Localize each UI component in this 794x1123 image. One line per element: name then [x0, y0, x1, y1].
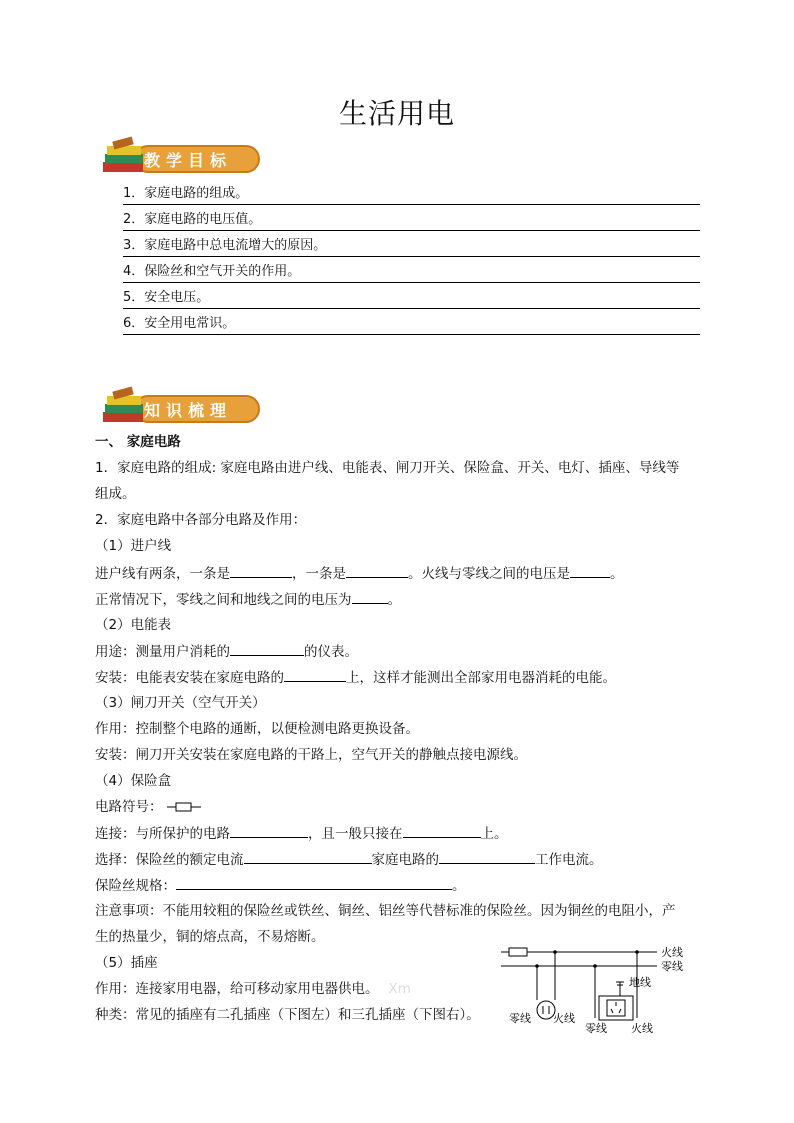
objective-item: 1．家庭电路的组成。 [123, 184, 700, 205]
fill-in-sentence: 连接：与所保护的电路 ，且一般只接在 上。 [95, 823, 508, 844]
objective-item: 3．家庭电路中总电流增大的原因。 [123, 236, 700, 257]
label-neutral: 零线 [661, 960, 683, 973]
label-right-neutral: 零线 [585, 1022, 607, 1035]
answer-blank [230, 563, 292, 578]
objective-item: 6．安全用电常识。 [123, 314, 700, 335]
fill-in-sentence: 用途：测量用户消耗的 的仪表。 [95, 641, 358, 662]
paragraph: 1．家庭电路的组成: 家庭电路由进户线、电能表、闸刀开关、保险盒、开关、电灯、插座、导线等 [95, 460, 680, 476]
fill-in-sentence: 进户线有两条，一条是 ，一条是 。火线与零线之间的电压是 。 [95, 563, 624, 584]
fuse-symbol-line: 电路符号： [95, 797, 201, 817]
page-title: 生活用电 [338, 97, 455, 130]
answer-blank [244, 849, 372, 864]
subheading: （2）电能表 [95, 617, 172, 633]
answer-blank [284, 667, 346, 682]
paragraph: 作用：连接家用电器，给可移动家用电器供电。 Xm [95, 981, 411, 997]
answer-blank [346, 563, 408, 578]
answer-blank [403, 823, 481, 838]
label-live: 火线 [661, 946, 683, 959]
section-title-knowledge: 知识梳理 [144, 401, 233, 420]
fill-in-sentence: 选择：保险丝的额定电流 家庭电路的 工作电流。 [95, 849, 603, 870]
subheading: （3）闸刀开关（空气开关） [95, 695, 266, 711]
answer-blank [230, 641, 304, 656]
socket-wiring-diagram [495, 938, 695, 1040]
heading-home-circuit: 一、 家庭电路 [95, 434, 181, 450]
fill-in-sentence: 正常情况下，零线之间和地线之间的电压为 。 [95, 589, 401, 610]
subheading: （5）插座 [95, 955, 158, 971]
fuse-symbol-icon [167, 801, 201, 813]
paragraph: 作用：控制整个电路的通断，以便检测电路更换设备。 [95, 721, 419, 737]
subheading: （1）进户线 [95, 538, 172, 554]
answer-blank [439, 849, 535, 864]
label-left-live: 火线 [553, 1012, 575, 1025]
watermark: Xm [388, 981, 411, 997]
paragraph: 组成。 [95, 486, 136, 502]
fill-in-sentence: 安装：电能表安装在家庭电路的 上，这样才能测出全部家用电器消耗的电能。 [95, 667, 616, 688]
answer-blank [230, 823, 308, 838]
label-left-neutral: 零线 [509, 1012, 531, 1025]
subheading: （4）保险盒 [95, 773, 172, 789]
objective-item: 5．安全电压。 [123, 288, 700, 309]
answer-blank [176, 875, 452, 890]
answer-blank [570, 563, 610, 578]
objective-item: 2．家庭电路的电压值。 [123, 210, 700, 231]
paragraph: 生的热量少，铜的熔点高，不易熔断。 [95, 929, 325, 945]
fill-in-sentence: 保险丝规格： 。 [95, 875, 466, 896]
fuse-icon [509, 948, 527, 956]
objective-item: 4．保险丝和空气开关的作用。 [123, 262, 700, 283]
paragraph: 2．家庭电路中各部分电路及作用： [95, 512, 307, 528]
answer-blank [352, 589, 388, 604]
label-ground: 地线 [629, 976, 651, 989]
paragraph: 种类：常见的插座有二孔插座（下图左）和三孔插座（下图右）。 [95, 1007, 480, 1023]
paragraph: 安装：闸刀开关安装在家庭电路的干路上，空气开关的静触点接电源线。 [95, 747, 527, 763]
paragraph: 注意事项：不能用较粗的保险丝或铁丝、铜丝、铝丝等代替标准的保险丝。因为铜丝的电阻小，产 [95, 903, 676, 919]
label-right-live: 火线 [631, 1022, 653, 1035]
section-title-goals: 教学目标 [144, 151, 233, 170]
